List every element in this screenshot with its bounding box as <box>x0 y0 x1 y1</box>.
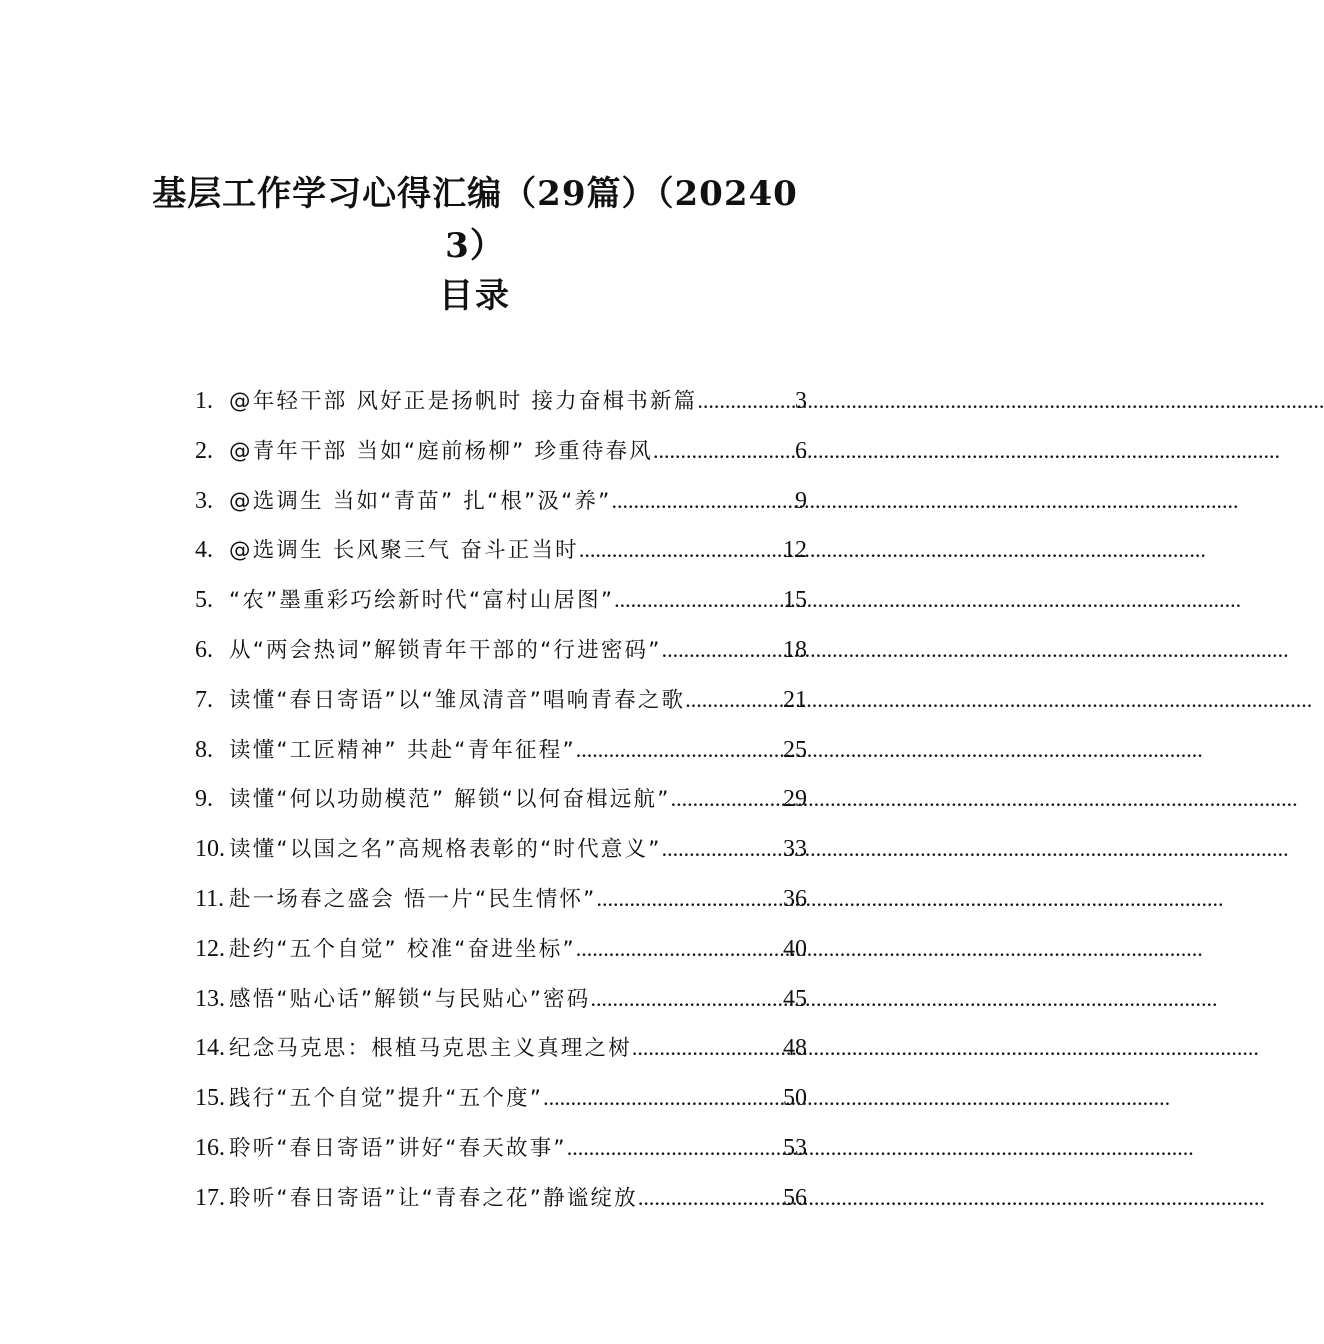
toc-entry-number: 8. <box>195 736 213 763</box>
toc-entry-title: @年轻干部 风好正是扬帆时 接力奋楫书新篇 <box>229 389 698 414</box>
toc-entry-leader-dots <box>685 675 783 725</box>
toc-entry-page-number: 33 <box>783 836 807 863</box>
toc-entry-leader-dots <box>576 725 783 775</box>
table-of-contents <box>195 376 807 1223</box>
toc-entry-page-number: 48 <box>783 1035 807 1062</box>
toc-entry-leader-dots <box>567 1123 783 1173</box>
toc-entry-number: 5. <box>195 587 213 614</box>
toc-heading: 目录 <box>439 276 511 316</box>
toc-entry[interactable] <box>195 774 807 824</box>
toc-entry-leader-dots <box>638 1173 783 1223</box>
toc-entry-leader-dots <box>597 874 783 924</box>
toc-entry-title: “农”墨重彩巧绘新时代“富村山居图” <box>229 588 615 614</box>
toc-entry[interactable] <box>195 625 807 675</box>
toc-entry-page-number: 29 <box>783 786 807 813</box>
toc-entry[interactable] <box>195 476 807 526</box>
toc-entry-page-number: 53 <box>783 1134 807 1161</box>
toc-entry-title: 从“两会热词”解锁青年干部的“行进密码” <box>229 637 662 663</box>
toc-entry-number: 11. <box>195 885 225 912</box>
toc-entry-page-number: 12 <box>783 537 807 564</box>
toc-entry-page-number: 21 <box>783 686 807 713</box>
toc-entry-page-number: 3 <box>795 388 807 414</box>
toc-entry-number: 6. <box>195 636 213 663</box>
toc-entry[interactable] <box>195 675 807 725</box>
toc-entry-page-number: 56 <box>783 1184 807 1211</box>
toc-entry-page-number: 9 <box>795 487 807 514</box>
toc-entry-page-number: 36 <box>783 885 807 912</box>
toc-entry-title: 读懂“何以功勋模范” 解锁“以何奋楫远航” <box>229 787 671 813</box>
toc-entry-title: 聆听“春日寄语”让“青春之花”静谧绽放 <box>229 1185 638 1211</box>
document-title <box>130 168 820 272</box>
toc-entry-number: 1. <box>195 388 213 414</box>
toc-entry[interactable] <box>195 575 807 625</box>
document-title-line-1: 基层工作学习心得汇编（29篇）（20240 <box>152 174 798 214</box>
toc-entry-number: 12. <box>195 935 225 962</box>
document-title-line-2: 3） <box>445 226 505 266</box>
toc-entry-title: @选调生 长风聚三气 奋斗正当时 <box>229 538 579 564</box>
toc-entry-number: 15. <box>195 1085 225 1112</box>
toc-entry-title: 读懂“以国之名”高规格表彰的“时代意义” <box>229 837 662 863</box>
toc-entry[interactable] <box>195 1123 807 1173</box>
toc-entry[interactable] <box>195 525 807 575</box>
toc-entry[interactable] <box>195 974 807 1024</box>
toc-entry-leader-dots <box>543 1073 783 1123</box>
toc-entry[interactable] <box>195 426 807 476</box>
toc-entry-page-number: 6 <box>795 437 807 464</box>
toc-entry[interactable] <box>195 824 807 874</box>
toc-entry-leader-dots <box>662 625 783 675</box>
toc-entry-page-number: 50 <box>783 1085 807 1112</box>
toc-entry[interactable] <box>195 874 807 924</box>
toc-entry-page-number: 40 <box>783 935 807 962</box>
toc-entry-leader-dots <box>697 376 795 426</box>
toc-entry[interactable] <box>195 1173 807 1223</box>
toc-entry-title: 感悟“贴心话”解锁“与民贴心”密码 <box>229 986 591 1012</box>
toc-entry-title: 读懂“春日寄语”以“雏凤清音”唱响青春之歌 <box>229 687 686 713</box>
toc-entry-title: @青年干部 当如“庭前杨柳” 珍重待春风 <box>229 438 653 464</box>
toc-entry[interactable] <box>195 1073 807 1123</box>
toc-entry-title: 践行“五个自觉”提升“五个度” <box>229 1086 544 1112</box>
toc-entry-number: 9. <box>195 786 213 813</box>
toc-entry-page-number: 25 <box>783 736 807 763</box>
toc-entry-page-number: 45 <box>783 985 807 1012</box>
toc-entry-title: 纪念马克思：根植马克思主义真理之树 <box>229 1036 632 1062</box>
toc-entry-number: 17. <box>195 1184 225 1211</box>
toc-entry-number: 7. <box>195 686 213 713</box>
toc-entry-leader-dots <box>576 924 783 974</box>
toc-entry-leader-dots <box>662 824 783 874</box>
toc-entry-number: 2. <box>195 437 213 464</box>
toc-entry-number: 14. <box>195 1035 225 1062</box>
toc-entry-leader-dots <box>653 426 795 476</box>
toc-entry-title: 聆听“春日寄语”讲好“春天故事” <box>229 1135 567 1161</box>
toc-entry-leader-dots <box>614 575 783 625</box>
toc-entry-leader-dots <box>632 1023 783 1073</box>
toc-entry-leader-dots <box>590 974 783 1024</box>
toc-entry-page-number: 18 <box>783 636 807 663</box>
toc-entry-number: 13. <box>195 985 225 1012</box>
toc-entry-title: 读懂“工匠精神” 共赴“青年征程” <box>229 737 576 763</box>
toc-entry-number: 16. <box>195 1134 225 1161</box>
toc-entry[interactable] <box>195 376 807 426</box>
toc-entry-leader-dots <box>612 476 795 526</box>
toc-entry-number: 10. <box>195 836 225 863</box>
toc-entry[interactable] <box>195 1023 807 1073</box>
toc-entry-number: 4. <box>195 537 213 564</box>
toc-entry-leader-dots <box>579 525 783 575</box>
toc-entry-title: 赴一场春之盛会 悟一片“民生情怀” <box>229 886 597 912</box>
toc-entry-title: 赴约“五个自觉” 校准“奋进坐标” <box>229 936 576 962</box>
toc-entry-leader-dots <box>671 774 783 824</box>
toc-entry[interactable] <box>195 725 807 775</box>
toc-entry-page-number: 15 <box>783 587 807 614</box>
toc-entry[interactable] <box>195 924 807 974</box>
toc-entry-title: @选调生 当如“青苗” 扎“根”汲“养” <box>229 488 612 514</box>
toc-entry-number: 3. <box>195 487 213 514</box>
